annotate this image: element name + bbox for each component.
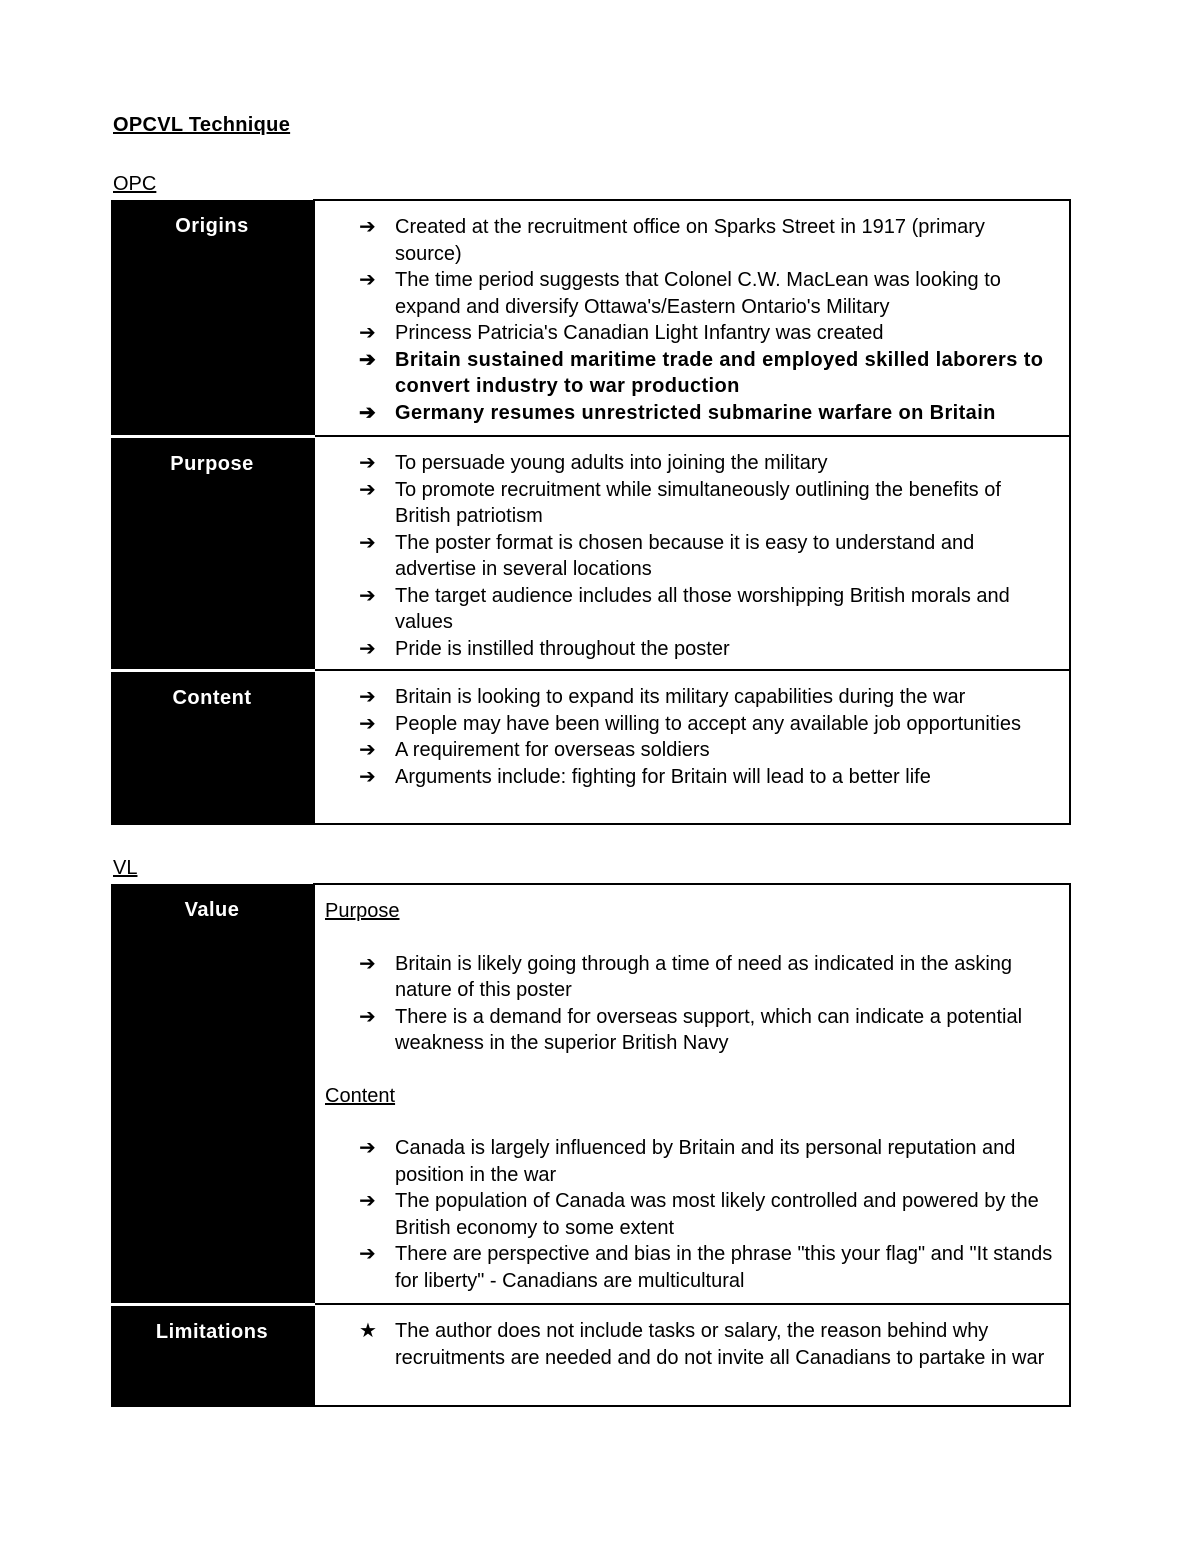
value-purpose-subheading: Purpose (325, 900, 400, 922)
list-item (315, 347, 1057, 400)
arrow-bullet-icon: ➔ (359, 584, 376, 607)
value-cell (314, 884, 1070, 1304)
value-content-subheading: Content (325, 1084, 396, 1107)
list-item-text: To promote recruitment while simultaneously outlining the benefits of British patriotism (395, 478, 1001, 527)
list-item-text: The time period suggests that Colonel C.W. MacLean was looking to expand and diversify Ottawa's/Eastern Ontario's Military (395, 269, 1001, 318)
arrow-bullet-icon: ➔ (359, 531, 376, 554)
list-item (315, 267, 1057, 320)
opc-table (111, 199, 1071, 825)
vl-label: VL (113, 857, 138, 879)
arrow-bullet-icon: ➔ (359, 348, 377, 371)
list-item-text: Britain is looking to expand its military capabilities during the war (395, 686, 966, 708)
content-heading: Content (111, 670, 314, 824)
arrow-bullet-icon: ➔ (359, 1190, 376, 1212)
page-title: OPCVL Technique (113, 114, 291, 136)
arrow-bullet-icon: ➔ (359, 637, 376, 660)
arrow-bullet-icon: ➔ (359, 1243, 376, 1265)
limitations-heading: Limitations (111, 1304, 314, 1406)
list-item-text: Arguments include: fighting for Britain will lead to a better life (395, 765, 931, 788)
limitations-cell (314, 1304, 1070, 1406)
list-item-text: Germany resumes unrestricted submarine warfare on Britain (395, 401, 996, 424)
list-item (315, 320, 1057, 347)
list-item (315, 636, 1057, 663)
list-item (315, 1318, 1057, 1371)
list-item-text: Britain sustained maritime trade and employed skilled laborers to convert industry to war production (395, 348, 1044, 397)
table-row (111, 436, 1070, 670)
list-item (315, 530, 1057, 583)
arrow-bullet-icon: ➔ (359, 322, 376, 344)
table-row (111, 884, 1070, 1304)
list-item-text: A requirement for overseas soldiers (395, 739, 710, 761)
arrow-bullet-icon: ➔ (359, 686, 376, 708)
list-item-text: People may have been willing to accept any available job opportunities (395, 712, 1021, 735)
list-item (315, 1004, 1057, 1057)
purpose-cell (314, 436, 1070, 670)
purpose-list (315, 450, 1057, 662)
arrow-bullet-icon: ➔ (359, 401, 377, 424)
value-content-list (315, 1135, 1057, 1294)
arrow-bullet-icon: ➔ (359, 712, 376, 735)
arrow-bullet-icon: ➔ (359, 765, 376, 788)
list-item-text: Princess Patricia's Canadian Light Infantry was created (395, 322, 884, 344)
origins-cell (314, 200, 1070, 436)
arrow-bullet-icon: ➔ (359, 1005, 376, 1028)
list-item-text: To persuade young adults into joining the military (395, 452, 828, 474)
list-item-text: There is a demand for overseas support, which can indicate a potential weakness in the superior British Navy (395, 1005, 1023, 1054)
list-item (315, 450, 1057, 477)
list-item (315, 400, 1057, 427)
list-item (315, 214, 1057, 267)
list-item (315, 583, 1057, 636)
list-item-text: Created at the recruitment office on Sparks Street in 1917 (primary source) (395, 216, 985, 265)
arrow-bullet-icon: ➔ (359, 216, 376, 238)
value-heading: Value (111, 884, 314, 1304)
table-row (111, 1304, 1070, 1406)
list-item-text: The poster format is chosen because it is easy to understand and advertise in several locations (395, 531, 975, 580)
arrow-bullet-icon: ➔ (359, 269, 376, 291)
list-item (315, 951, 1057, 1004)
arrow-bullet-icon: ➔ (359, 452, 376, 474)
list-item-text: There are perspective and bias in the phrase "this your flag" and "It stands for liberty" - Canadians are multicultural (395, 1243, 1053, 1292)
list-item (315, 1241, 1057, 1294)
list-item (315, 764, 1057, 791)
content-list (315, 684, 1057, 790)
arrow-bullet-icon: ➔ (359, 739, 376, 761)
table-row (111, 670, 1070, 824)
list-item (315, 1135, 1057, 1188)
list-item (315, 477, 1057, 530)
arrow-bullet-icon: ➔ (359, 1137, 376, 1159)
star-bullet-icon: ★ (359, 1320, 377, 1342)
list-item-text: The author does not include tasks or salary, the reason behind why recruitments are needed and do not invite all Canadians to partake in war (395, 1320, 1045, 1369)
origins-list (315, 214, 1057, 426)
value-purpose-list (315, 951, 1057, 1057)
content-cell (314, 670, 1070, 824)
vl-table (111, 883, 1071, 1407)
list-item-text: The population of Canada was most likely controlled and powered by the British economy to some extent (395, 1190, 1039, 1239)
list-item-text: Canada is largely influenced by Britain and its personal reputation and position in the war (395, 1137, 1016, 1186)
list-item (315, 684, 1057, 711)
origins-heading: Origins (111, 200, 314, 436)
list-item (315, 711, 1057, 738)
purpose-heading: Purpose (111, 436, 314, 670)
opc-label: OPC (113, 173, 157, 195)
list-item-text: Britain is likely going through a time of need as indicated in the asking nature of this poster (395, 952, 1013, 1001)
table-row (111, 200, 1070, 436)
list-item (315, 1188, 1057, 1241)
arrow-bullet-icon: ➔ (359, 478, 376, 501)
list-item (315, 737, 1057, 764)
arrow-bullet-icon: ➔ (359, 952, 376, 975)
list-item-text: Pride is instilled throughout the poster (395, 637, 730, 660)
list-item-text: The target audience includes all those worshipping British morals and values (395, 584, 1010, 633)
limitations-list (315, 1318, 1057, 1371)
